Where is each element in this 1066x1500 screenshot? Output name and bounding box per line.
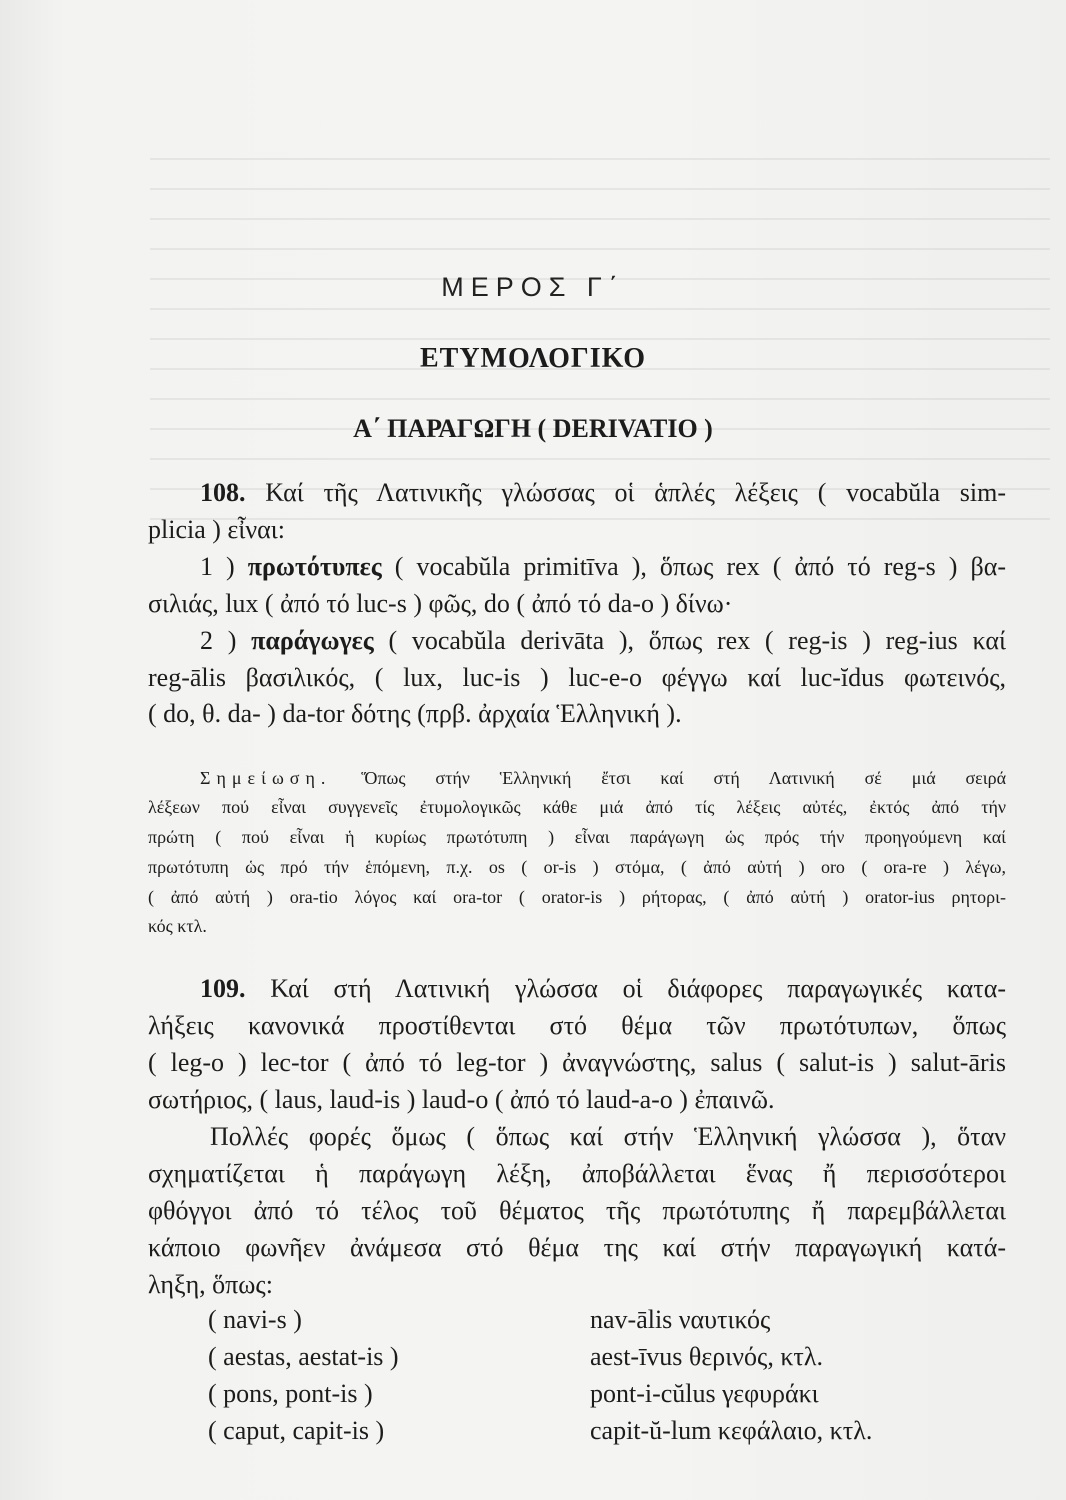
- example-derivative: nav-ālis ναυτικός: [590, 1305, 771, 1334]
- paragraph-108-line: plicia ) εἶναι:: [148, 515, 285, 544]
- note-line: πρώτη ( πού εἶναι ἡ κυρίως πρωτότυπη ) εἶναι παράγωγη ὡς πρός τήν προηγούμενη καί: [148, 827, 1006, 847]
- paragraph-108-line: 108. Καί τῆς Λατινικῆς γλώσσας οἱ ἁπλές λέξεις ( vocabŭla sim-: [200, 478, 1006, 507]
- list-item-2: 2 ) παράγωγες ( vocabŭla derivāta ), ὅπως rex ( reg-is ) reg-ius καί: [200, 626, 1007, 655]
- part-title: ΜΕΡΟΣ Γ΄: [441, 272, 625, 302]
- note-line: Σημείωση. Ὅπως στήν Ἑλληνική ἔτσι καί στή Λατινική σέ μιά σειρά: [200, 768, 1006, 788]
- paragraph-109-line: 109. Καί στή Λατινική γλώσσα οἱ διάφορες παραγωγικές κατα-: [200, 974, 1006, 1003]
- paragraph-number: 109.: [200, 974, 246, 1003]
- list-item-1-continuation: σιλιάς, lux ( ἀπό τό luc-s ) φῶς, do ( ἀπό τό da-o ) δίνω·: [148, 589, 733, 618]
- note-line: λέξεων πού εἶναι συγγενεῖς ἐτυμολογικῶς κάθε μιά ἀπό τίς λέξεις αὐτές, ἐκτός ἀπό τήν: [148, 797, 1006, 817]
- paragraph-109-line: λήξεις κανονικά προστίθενται στό θέμα τῶν πρωτότυπων, ὅπως: [148, 1011, 1006, 1040]
- paragraph-109-line: Πολλές φορές ὅμως ( ὅπως καί στήν Ἑλληνική γλώσσα ), ὅταν: [210, 1122, 1006, 1151]
- example-source: ( pons, pont-is ): [208, 1379, 373, 1408]
- example-derivative: capit-ŭ-lum κεφάλαιο, κτλ.: [590, 1416, 873, 1445]
- list-item-2-continuation: ( do, θ. da- ) da-tor δότης (πρβ. ἀρχαία Ἑλληνική ).: [148, 699, 682, 728]
- list-item-1: 1 ) πρωτότυπες ( vocabŭla primitīva ), ὅπως rex ( ἀπό τό reg-s ) βα-: [200, 552, 1006, 581]
- paragraph-109-line: ληξη, ὅπως:: [148, 1270, 273, 1299]
- bleed-through-shadow: [150, 140, 1050, 520]
- list-item-2-continuation: reg-ālis βασιλικός, ( lux, luc-is ) luc-e-o φέγγω καί luc-ĭdus φωτεινός,: [148, 663, 1006, 692]
- note-line: πρωτότυπη ὡς πρό τήν ἑπόμενη, π.χ. os ( or-is ) στόμα, ( ἀπό αὐτή ) oro ( ora-re ) λέγω,: [148, 857, 1006, 877]
- example-derivative: aest-īvus θερινός, κτλ.: [590, 1342, 823, 1371]
- paragraph-109-line: σχηματίζεται ἡ παράγωγη λέξη, ἀποβάλλεται ἕνας ἤ περισσότεροι: [148, 1159, 1006, 1188]
- subsection-title: Α΄ ΠΑΡΑΓΩΓΗ ( DERIVATIO ): [353, 414, 713, 443]
- section-title: ΕΤΥΜΟΛΟΓΙΚΟ: [419, 343, 647, 374]
- note-line: ( ἀπό αὐτή ) ora-tio λόγος καί ora-tor ( orator-is ) ρήτορας, ( ἀπό αὐτή ) orator-ius ρητορι-: [148, 887, 1006, 907]
- paragraph-109-line: ( leg-o ) lec-tor ( ἀπό τό leg-tor ) ἀναγνώστης, salus ( salut-is ) salut-āris: [148, 1048, 1006, 1077]
- paragraph-109-line: φθόγγοι ἀπό τό τέλος τοῦ θέματος τῆς πρωτότυπης ἤ παρεμβάλλεται: [148, 1196, 1006, 1225]
- paragraph-109-line: σωτήριος, ( laus, laud-is ) laud-o ( ἀπό τό laud-a-o ) ἐπαινῶ.: [148, 1085, 775, 1114]
- example-source: ( navi-s ): [208, 1305, 302, 1334]
- paragraph-109-line: κάποιο φωνῆεν ἀνάμεσα στό θέμα της καί στήν παραγωγική κατά-: [148, 1233, 1006, 1262]
- example-source: ( caput, capit-is ): [208, 1416, 385, 1445]
- term-primitive: πρωτότυπες: [247, 552, 382, 581]
- note-line: κός κτλ.: [148, 916, 207, 936]
- example-source: ( aestas, aestat-is ): [208, 1342, 399, 1371]
- example-derivative: pont-i-cŭlus γεφυράκι: [590, 1379, 819, 1408]
- paragraph-number: 108.: [200, 478, 246, 507]
- term-derivative: παράγωγες: [251, 626, 374, 655]
- note-label: Σημείωση.: [200, 768, 332, 788]
